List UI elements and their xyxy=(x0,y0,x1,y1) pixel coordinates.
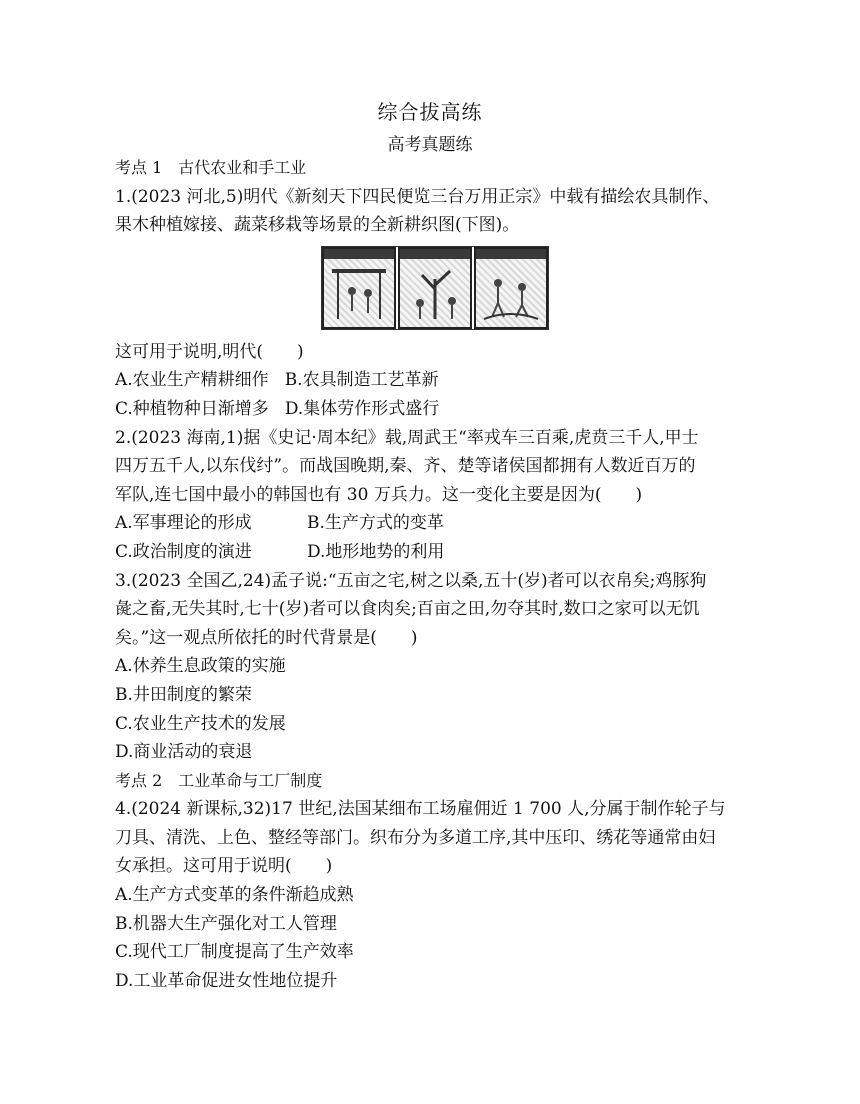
question-prompt: 这可用于说明,明代( ) xyxy=(115,341,304,362)
option-b[interactable]: B.井田制度的繁荣 xyxy=(115,684,252,705)
illustration-panel xyxy=(322,247,396,329)
option-a[interactable]: A.军事理论的形成 xyxy=(115,513,252,534)
question-stem-line: 3.(2023 全国乙,24)孟子说:“五亩之宅,树之以桑,五十(岁)者可以衣帛矣;鸡豚狗 xyxy=(115,570,707,591)
panel-caption-band xyxy=(476,249,546,259)
option-b[interactable]: B.机器大生产强化对工人管理 xyxy=(115,913,337,934)
question-stem-line: 2.(2023 海南,1)据《史记·周本纪》载,周武王“率戎车三百乘,虎贲三千人,甲士 xyxy=(115,427,699,448)
question-stem-line: 刀具、清洗、上色、整经等部门。织布分为多道工序,其中压印、绣花等通常由妇 xyxy=(115,827,716,848)
section-heading: 考点 1 古代农业和手工业 xyxy=(115,158,307,177)
question-2 xyxy=(115,424,755,567)
panel-caption-band xyxy=(324,249,394,259)
illustration-panel xyxy=(398,247,472,329)
option-row xyxy=(115,538,755,567)
option-c[interactable]: C.种植物种日渐增多 xyxy=(115,398,269,419)
question-stem-line: 果木种植嫁接、蔬菜移栽等场景的全新耕织图(下图)。 xyxy=(115,215,520,236)
question-stem-line: 四万五千人,以东伐纣”。而战国晚期,秦、齐、楚等诸侯国都拥有人数近百万的 xyxy=(115,456,696,477)
option-a[interactable]: A.休养生息政策的实施 xyxy=(115,656,286,677)
option-row xyxy=(115,395,755,424)
option-c[interactable]: C.政治制度的演进 xyxy=(115,541,252,562)
option-row xyxy=(115,509,755,538)
option-b[interactable]: B.生产方式的变革 xyxy=(307,513,444,534)
option-d[interactable]: D.集体劳作形式盛行 xyxy=(284,398,440,419)
content xyxy=(115,154,755,995)
question-stem-line: 4.(2024 新课标,32)17 世纪,法国某细布工场雇佣近 1 700 人,分属于制作轮子与 xyxy=(115,799,726,820)
option-a[interactable]: A.农业生产精耕细作 xyxy=(115,370,269,391)
illustration-panel xyxy=(474,247,548,329)
figures-sketch-icon xyxy=(324,259,394,325)
option-d[interactable]: D.地形地势的利用 xyxy=(307,541,445,562)
option-b[interactable]: B.农具制造工艺革新 xyxy=(284,370,439,391)
question-1 xyxy=(115,183,755,424)
panel-caption-band xyxy=(400,249,470,259)
question-stem-line: 彘之畜,无失其时,七十(岁)者可以食肉矣;百亩之田,勿夺其时,数口之家可以无饥 xyxy=(115,599,700,620)
question-stem-line: 女承担。这可用于说明( ) xyxy=(115,856,333,877)
question-stem-line: 1.(2023 河北,5)明代《新刻天下四民便览三台万用正宗》中载有描绘农具制作、 xyxy=(115,186,720,207)
option-row xyxy=(115,366,755,395)
farming-weaving-illustration xyxy=(321,246,549,330)
question-stem-line: 矣。”这一观点所依托的时代背景是( ) xyxy=(115,627,418,648)
tree-grafting-sketch-icon xyxy=(400,259,470,325)
question-stem-line: 军队,连七国中最小的韩国也有 30 万兵力。这一变化主要是因为( ) xyxy=(115,484,643,505)
page-subtitle: 高考真题练 xyxy=(387,135,473,155)
option-c[interactable]: C.农业生产技术的发展 xyxy=(115,713,286,734)
figure-wrap xyxy=(115,246,755,330)
question-4 xyxy=(115,795,755,995)
option-c[interactable]: C.现代工厂制度提高了生产效率 xyxy=(115,942,354,963)
option-a[interactable]: A.生产方式变革的条件渐趋成熟 xyxy=(115,885,354,906)
option-d[interactable]: D.工业革命促进女性地位提升 xyxy=(115,970,338,991)
question-3 xyxy=(115,567,755,767)
option-d[interactable]: D.商业活动的衰退 xyxy=(115,742,253,763)
section-heading: 考点 2 工业革命与工厂制度 xyxy=(115,770,323,790)
transplanting-sketch-icon xyxy=(476,259,546,325)
page-title: 综合拔高练 xyxy=(377,100,483,124)
